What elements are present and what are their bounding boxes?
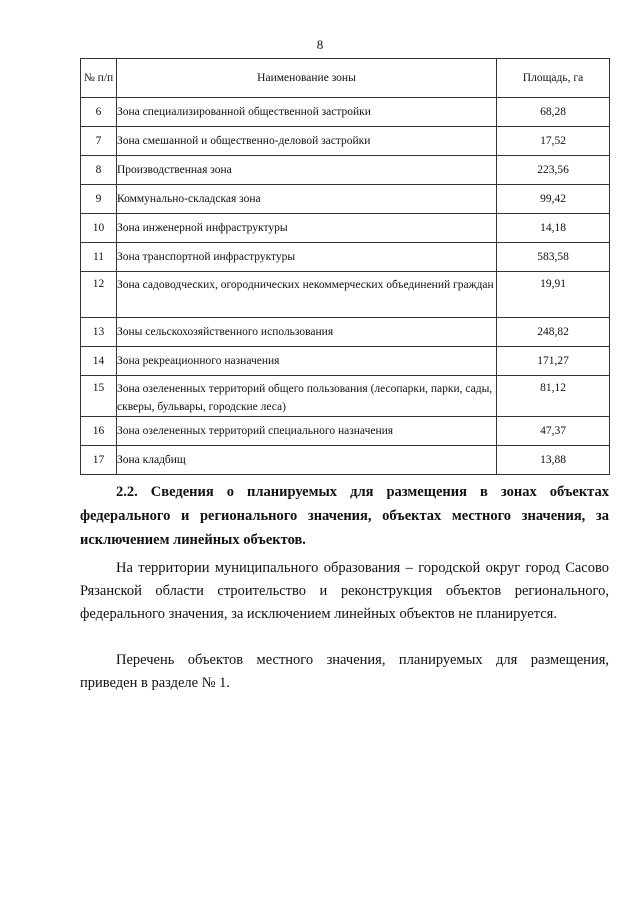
table-row [81,127,610,156]
row-num: 10 [81,214,117,243]
table-row [81,318,610,347]
row-name: Зона транспортной инфраструктуры [117,243,497,272]
row-num: 14 [81,347,117,376]
header-num: № п/п [81,59,117,98]
row-name: Зона инженерной инфраструктуры [117,214,497,243]
paragraph-local-objects: Перечень объектов местного значения, планируемых для размещения, приведен в разделе № 1. [80,652,609,691]
row-num: 7 [81,127,117,156]
row-area: 13,88 [497,446,610,475]
row-num: 17 [81,446,117,475]
row-name: Зона рекреационного назначения [117,347,497,376]
row-num: 13 [81,318,117,347]
zones-table [80,58,610,475]
row-name: Коммунально-складская зона [117,185,497,214]
row-num: 16 [81,417,117,446]
row-num: 8 [81,156,117,185]
row-area: 223,56 [497,156,610,185]
row-num: 15 [81,376,117,417]
row-name: Зона озелененных территорий специального назначения [117,417,497,446]
table-row [81,98,610,127]
row-name: Зоны сельскохозяйственного использования [117,318,497,347]
row-area: 68,28 [497,98,610,127]
paragraph-territory: На территории муниципального образования – городской округ город Сасово Рязанской области строительство и реконструкция объектов регионального, федерального значения, за исключением линейных объектов не планируется. [80,560,609,622]
table-row [81,376,610,417]
table-row [81,243,610,272]
row-num: 11 [81,243,117,272]
row-num: 12 [81,272,117,318]
row-area: 583,58 [497,243,610,272]
row-name: Зона специализированной общественной застройки [117,98,497,127]
row-name: Производственная зона [117,156,497,185]
row-name: Зона кладбищ [117,446,497,475]
row-area: 248,82 [497,318,610,347]
table-row [81,272,610,318]
row-name: Зона смешанной и общественно-деловой застройки [117,127,497,156]
row-area: 81,12 [497,376,610,417]
row-area: 47,37 [497,417,610,446]
header-area: Площадь, га [497,59,610,98]
header-name: Наименование зоны [117,59,497,98]
table-row [81,156,610,185]
row-area: 99,42 [497,185,610,214]
table-row [81,417,610,446]
row-name: Зона озелененных территорий общего пользования (лесопарки, парки, сады, скверы, бульвары, городские леса) [117,376,497,417]
section-heading: 2.2. Сведения о планируемых для размещения в зонах объектах федерального и регионального значения, объектах местного значения, за исключением линейных объектов. [80,484,609,548]
row-num: 9 [81,185,117,214]
row-area: 17,52 [497,127,610,156]
table-row [81,446,610,475]
row-num: 6 [81,98,117,127]
table-row [81,185,610,214]
page-number: 8 [316,37,324,52]
row-area: 171,27 [497,347,610,376]
row-area: 14,18 [497,214,610,243]
table-row [81,347,610,376]
table-header-row [81,59,610,98]
table-row [81,214,610,243]
row-name: Зона садоводческих, огороднических некоммерческих объединений граждан [117,272,497,318]
row-area: 19,91 [497,272,610,318]
